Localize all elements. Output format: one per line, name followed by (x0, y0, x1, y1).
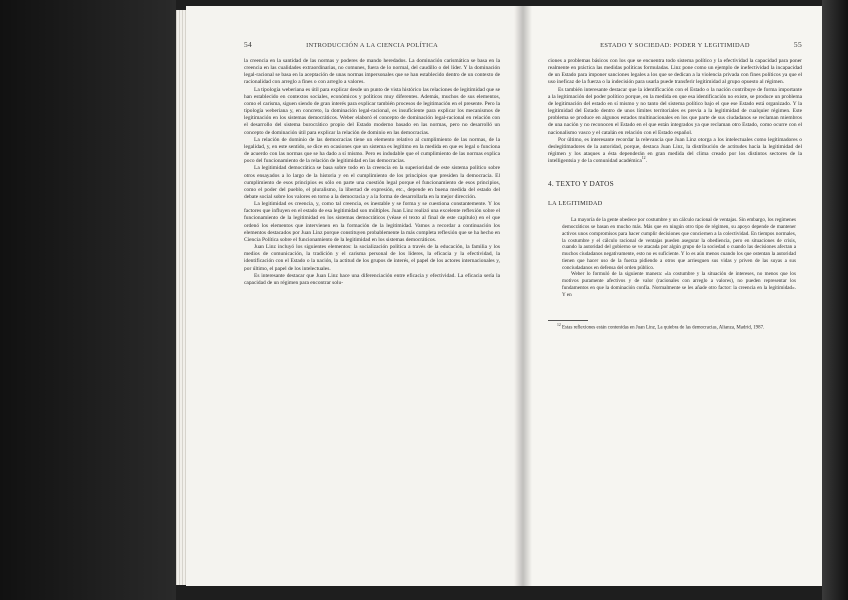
left-page (186, 6, 522, 586)
quote-paragraph: La mayoría de la gente obedece por costumbre y un cálculo racional de ventajas. Sin embargo, los regímenes democráticos se basan en mucho más. Más que en ningún otro tipo de régimen, su apoyo depende de mantener activos unos compromisos para hacer cumplir decisiones que conciernen a la colectividad. En tiempos normales, la costumbre y el cálculo racional de ventajas pueden asegurar la obediencia, pero en situaciones de crisis, cuando la autoridad del gobierno se ve atacada por algún grupo de la sociedad o cuando las decisiones afectan a muchos ciudadanos negativamente, esto no es suficiente. Y lo es aún menos cuando los que ostentan la autoridad tienen que hacer uso de la fuerza pidiendo a otros que arriesguen sus vidas y priven de las suyas a sus conciudadanos en defensa del orden público. (562, 217, 796, 271)
left-page-body (244, 58, 500, 287)
right-running-header (548, 40, 802, 49)
scanner-background-left (0, 0, 176, 600)
footnote-separator (548, 320, 588, 321)
right-paragraph: Por último, es interesante recordar la relevancia que Juan Linz otorga a los intelectuales como legitimadores o deslegitimadores de la autoridad, porque, destaca Juan Linz, la distribución de actitudes hacia la legitimidad del régimen y los ataques a ésta dependerán en gran medida del clima creado por los distintos sectores de la intelligentsia y de la comunidad académica$^{12}$. (548, 136, 802, 165)
left-running-header (244, 40, 500, 49)
left-paragraph: la creencia en la santidad de las normas y poderes de mando heredados. La dominación carismática se basa en la creencia en las cualidades extraordinarias, no comunes, fuera de lo normal, del caudillo o del líder. Y la dominación legal-racional se basa en la aceptación de unas normas impersonales que se han establecido dentro de un contexto de racionalidad con arreglo a fines o con arreglo a valores. (244, 58, 500, 86)
left-header-title: INTRODUCCIÓN A LA CIENCIA POLÍTICA (306, 42, 439, 49)
left-paragraph: La relación de dominio de las democracias tiene un elemento relativo al cumplimiento de las normas, de la legalidad, y, en este sentido, se dice en ocasiones que un sistema es legítimo en la medida en que es legal o funciona de acuerdo con las normas que se ha dado a sí mismo. Pero es indudable que el cumplimiento de las normas explica poco del funcionamiento de la relación de legitimidad en las democracias. (244, 136, 500, 165)
footnote-mark: 12 (557, 323, 561, 328)
scanner-background-right (822, 0, 848, 600)
right-paragraph: Es también interesante destacar que la identificación con el Estado o la nación contribuye de forma importante a la legitimación del poder político porque, en la medida en que esa identificación no existe, se produce un problema de legitimación del estado en sí mismo y no tanto del sistema político bajo el que ese Estado está organizado. Y la legitimidad del Estado dentro de unos límites territoriales es previa a la legitimidad de cualquier régimen. Este problema se produce en algunos estados multinacionales en los que parte de sus ciudadanos se reclaman miembros de una nación y no reconocen el Estado en el que están integrados ya que reclaman otro Estado, como ocurre con el nacionalismo vasco y el catalán en relación con el Estado español. (548, 86, 802, 136)
section-heading: 4. TEXTO Y DATOS (548, 179, 614, 189)
footnote (548, 325, 802, 332)
right-page-body (548, 58, 802, 165)
right-header-title: ESTADO Y SOCIEDAD: PODER Y LEGITIMIDAD (600, 42, 750, 49)
right-paragraph-text: Por último, es interesante recordar la relevancia que Juan Linz otorga a los intelectuales como legitimadores o deslegitimadores de la autoridad, porque, destaca Juan Linz, la distribución de actitudes hacia la legitimidad del régimen y los ataques a ésta dependerán en gran medida del clima creado por los distintos sectores de la intelligentsia y de la comunidad académica (548, 136, 802, 165)
right-page (522, 6, 822, 586)
left-paragraph: Juan Linz incluyó los siguientes elementos: la socialización política a través de la educación, la familia y los medios de comunicación, la tradición y el carisma personal de los líderes, la eficacia y la efectividad, la identificación con el Estado o la nación, la actitud de los grupos de interés, el papel de los actores internacionales y, por último, el papel de los intelectuales. (244, 244, 500, 272)
left-paragraph: Es interesante destacar que Juan Linz hace una diferenciación entre eficacia y efectividad. La eficacia sería la capacidad de un régimen para encontrar solu- (244, 272, 500, 286)
right-page-number: 55 (793, 40, 802, 49)
footnote-reference[interactable]: 12 (641, 156, 646, 161)
left-paragraph: La legitimidad democrática se basa sobre todo en la creencia en la superioridad de este sistema político sobre otros ensayados a lo largo de la historia y en el cumplimiento de los principios que presiden la democracia. El cumplimiento de esos principios es sólo en parte una cuestión legal porque el funcionamiento de esos principios, como el poder del pueblo, el pluralismo, la libertad de expresión, etc., depende en buena medida del estado del debate social sobre los valores en torno a la democracia y a la forma de desarrollarla en la mejor dirección. (244, 165, 500, 200)
left-paragraph: La legitimidad es creencia, y, como tal creencia, es inestable y se forma y se cuestiona constantemente. Y los factores que influyen en el estado de esa legitimidad son múltiples. Juan Linz realizó una excelente reflexión sobre el funcionamiento de la legitimidad en los sistemas democráticos (véase el texto al final de este capítulo) en el que ordenó los elementos que intervienen en la formación de la legitimidad. Vamos a recordar a continuación los elementos destacados por Juan Linz porque constituyen probablemente la más completa reflexión que se ha hecho en Ciencia Política sobre el funcionamiento de la legitimidad en los sistemas democráticos. (244, 201, 500, 243)
right-paragraph: ciones a problemas básicos con los que se encuentra todo sistema político y la efectividad la capacidad para poner realmente en práctica las medidas políticas formuladas. Linz pone como un ejemplo de inefectividad la incapacidad de un Estado para imponer sanciones legales a los que se dedican a la violencia privada con fines políticos ya que el uso ineficaz de la fuerza o la indecisión para usarla puede transferir legitimidad al grupo opuesto al régimen. (548, 58, 802, 86)
subsection-heading: LA LEGITIMIDAD (548, 200, 603, 208)
left-page-number: 54 (244, 40, 253, 49)
block-quote (562, 217, 796, 298)
quote-paragraph: Weber lo formuló de la siguiente manera: «la costumbre y la situación de intereses, no menos que los motivos puramente afectivos y de valor (racionales con arreglo a valores), no pueden representar los fundamentos en que la dominación confía. Normalmente se les añade otro factor: la creencia en la legitimidad». Y en (562, 271, 796, 298)
left-paragraph: La tipología weberiana es útil para explicar desde un punto de vista histórico las relaciones de legitimidad que se han establecido en contextos sociales, económicos y políticos muy diferentes. Además, muchos de sus elementos, como el carisma, siguen siendo de gran interés para explicar también procesos de legitimación en el presente. Pero la tipología weberiana y, en concreto, la dominación legal-racional, es insuficiente para explicar los mecanismos de legitimación en los sistemas democráticos. Weber elaboró el concepto de dominación legal-racional en relación con el desarrollo del sistema burocrático propio del Estado moderno basado en las normas, pero no desarrolló un concepto de dominación útil para explicar la relación de dominio en las democracias. (244, 86, 500, 136)
footnote-text: Estas reflexiones están contenidas en Juan Linz, La quiebra de las democracias, Alianza, Madrid, 1987. (562, 325, 765, 331)
